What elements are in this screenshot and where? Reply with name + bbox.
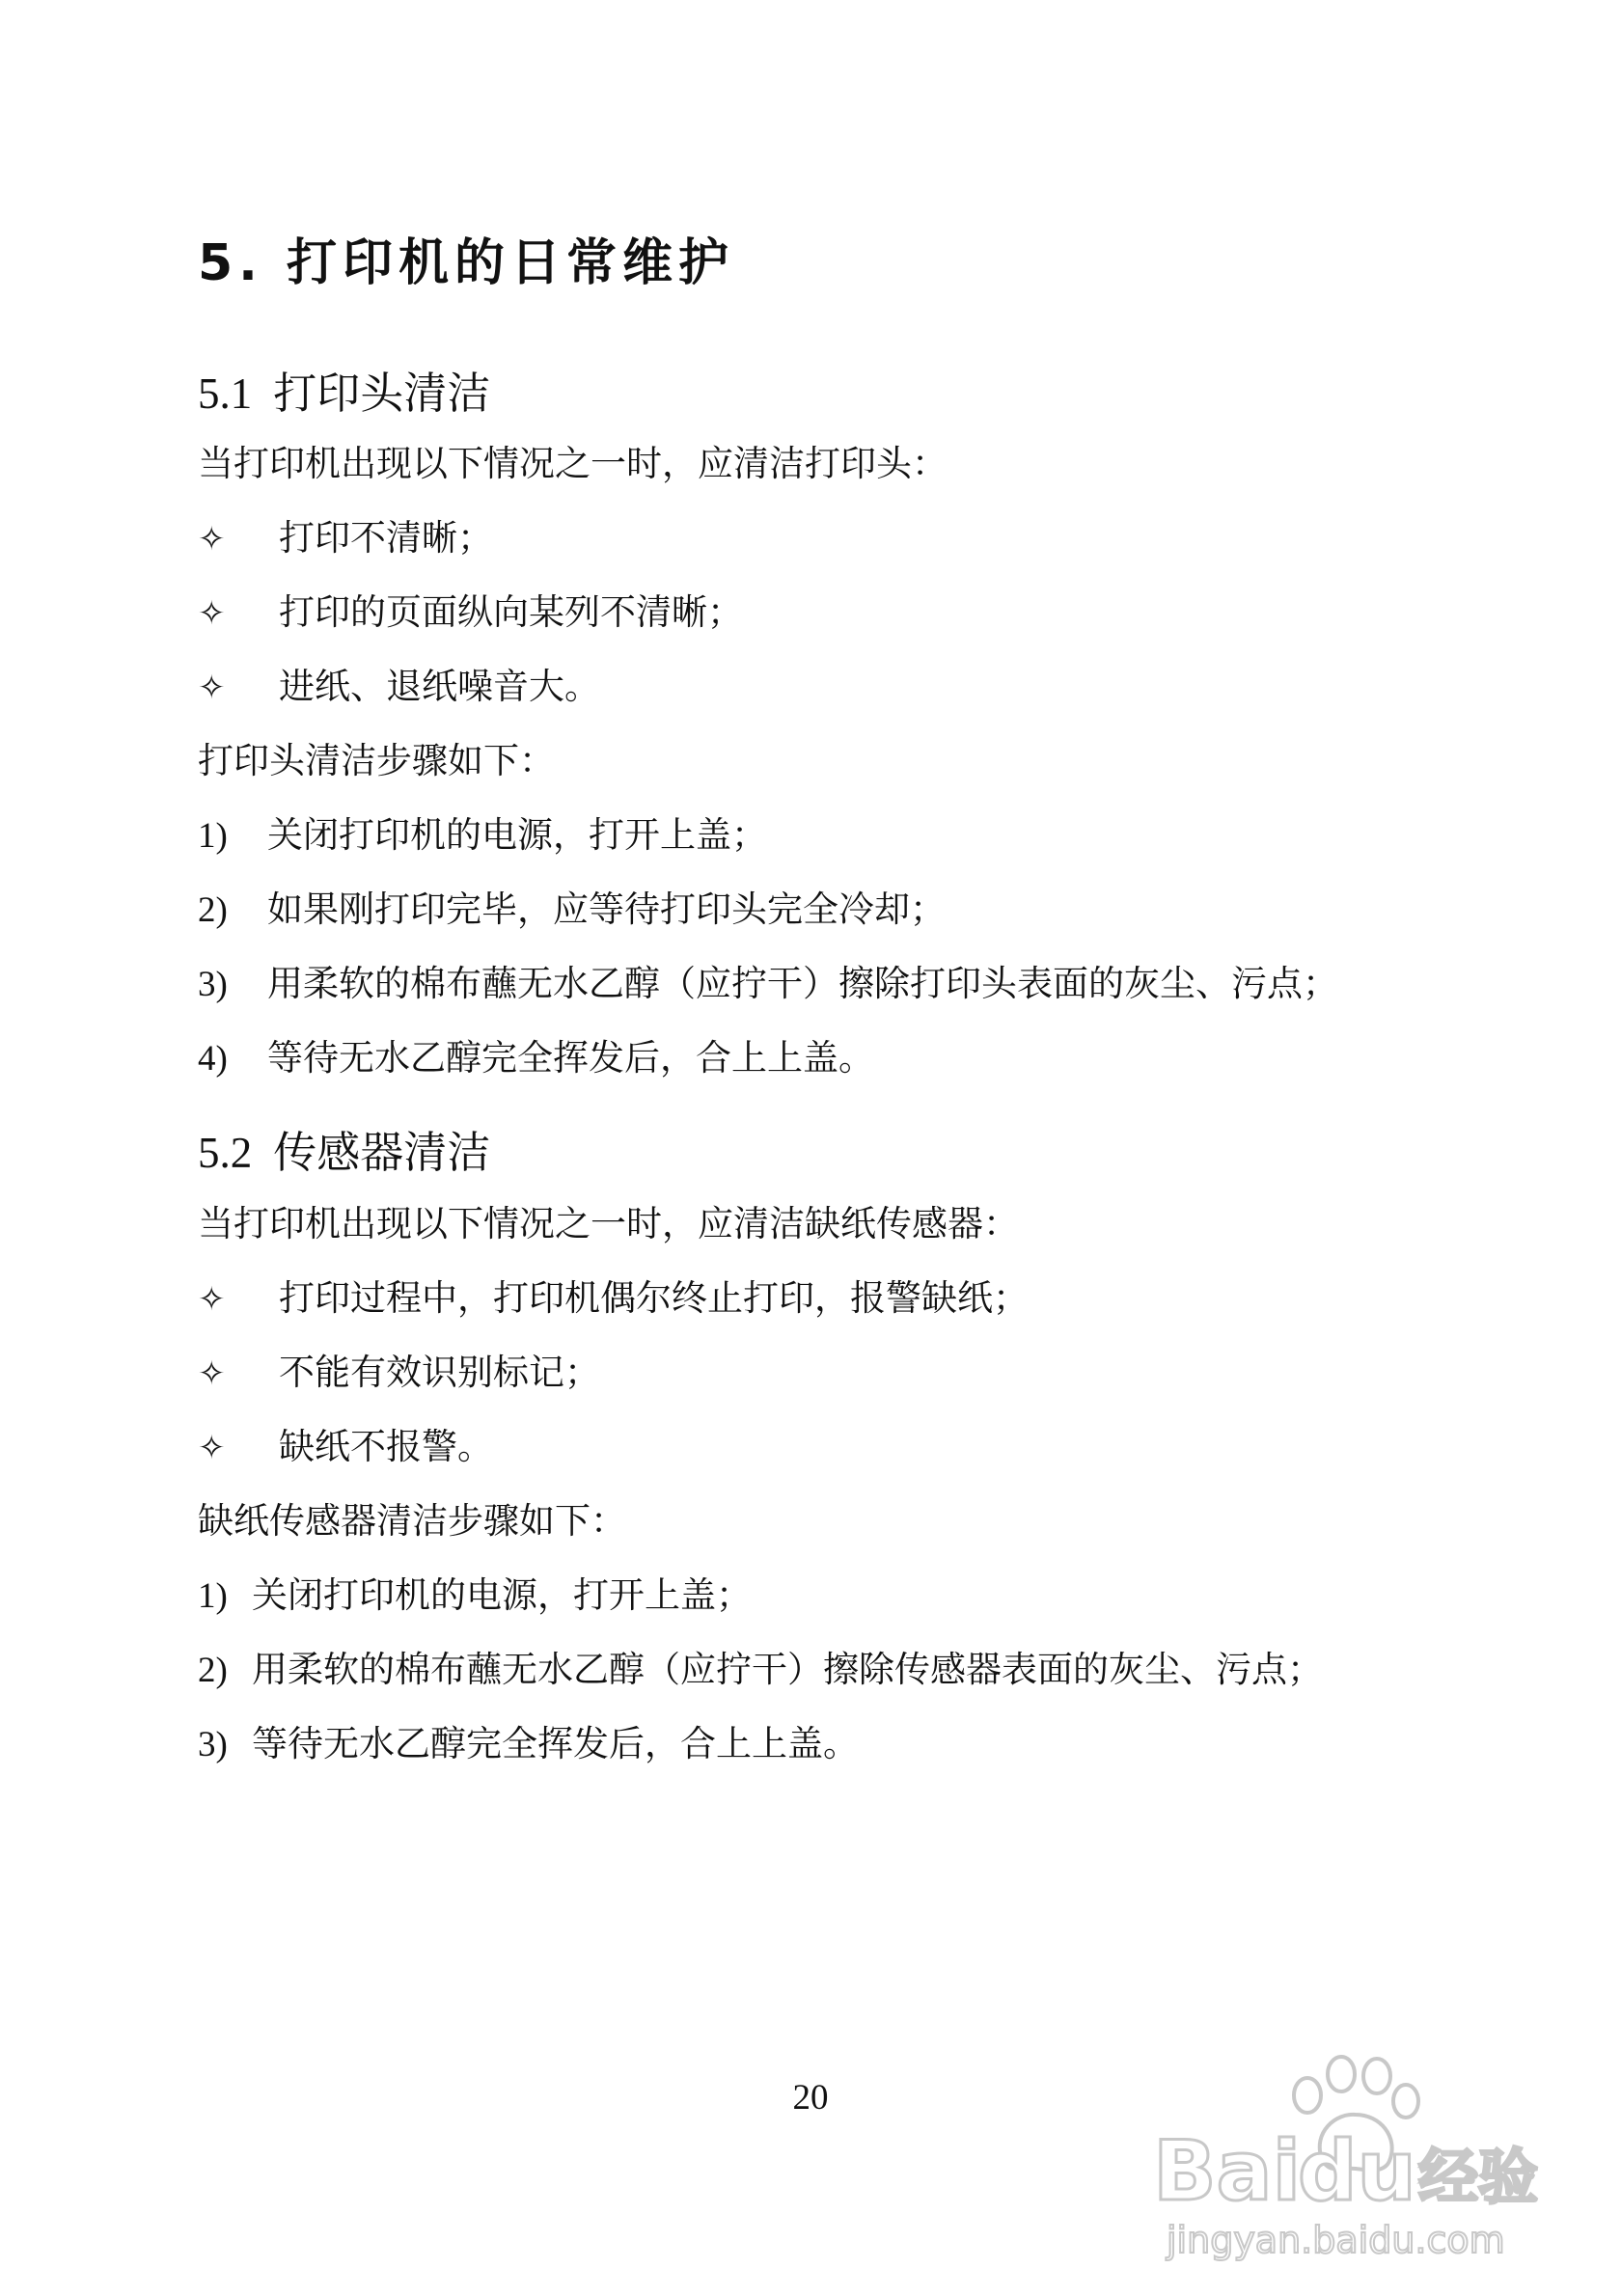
sparkle-bullet-icon: ✧ bbox=[198, 594, 226, 633]
list-item: ✧ 打印的页面纵向某列不清晰； bbox=[198, 588, 743, 638]
section-intro: 当打印机出现以下情况之一时，应清洁打印头： bbox=[198, 443, 948, 484]
list-item: ✧ 打印不清晰； bbox=[198, 514, 493, 563]
svg-text:经验: 经验 bbox=[1418, 2142, 1539, 2212]
sparkle-bullet-icon: ✧ bbox=[198, 520, 226, 559]
sparkle-bullet-icon: ✧ bbox=[198, 1280, 226, 1319]
section-number: 5.2 bbox=[198, 1129, 253, 1177]
step-number: 3) bbox=[198, 1725, 228, 1764]
step-number: 4) bbox=[198, 1039, 228, 1079]
step-item: 1) 关闭打印机的电源，打开上盖； bbox=[198, 1572, 752, 1621]
section-title-5-1 bbox=[198, 365, 490, 423]
list-item: ✧ 缺纸不报警。 bbox=[198, 1423, 493, 1472]
list-item: ✧ 打印过程中，打印机偶尔终止打印，报警缺纸； bbox=[198, 1274, 1029, 1324]
chapter-title: 5. 打印机的日常维护 bbox=[198, 234, 735, 292]
svg-text:du: du bbox=[1298, 2123, 1416, 2220]
sparkle-bullet-icon: ✧ bbox=[198, 1429, 226, 1467]
step-number: 3) bbox=[198, 965, 228, 1004]
step-number: 1) bbox=[198, 816, 228, 856]
step-number: 1) bbox=[198, 1576, 228, 1616]
step-number: 2) bbox=[198, 890, 228, 930]
list-item: ✧ 不能有效识别标记； bbox=[198, 1349, 600, 1398]
steps-intro: 缺纸传感器清洁步骤如下： bbox=[198, 1500, 626, 1542]
step-number: 2) bbox=[198, 1651, 228, 1690]
section-heading: 传感器清洁 bbox=[273, 1127, 491, 1178]
baidu-jingyan-watermark bbox=[1153, 2045, 1558, 2267]
sparkle-bullet-icon: ✧ bbox=[198, 669, 226, 707]
list-item: ✧ 进纸、退纸噪音大。 bbox=[198, 663, 600, 712]
section-heading: 打印头清洁 bbox=[273, 368, 491, 419]
watermark-url-text: jingyan.baidu.com bbox=[1167, 2219, 1505, 2261]
step-item: 2) 如果刚打印完毕，应等待打印头完全冷却； bbox=[198, 886, 946, 935]
sparkle-bullet-icon: ✧ bbox=[198, 1354, 226, 1393]
section-intro: 当打印机出现以下情况之一时，应清洁缺纸传感器： bbox=[198, 1203, 1019, 1244]
step-item: 4) 等待无水乙醇完全挥发后，合上上盖。 bbox=[198, 1034, 874, 1083]
step-item: 3) 用柔软的棉布蘸无水乙醇（应拧干）擦除打印头表面的灰尘、污点； bbox=[198, 960, 1338, 1009]
step-item: 1) 关闭打印机的电源，打开上盖； bbox=[198, 811, 767, 861]
section-number: 5.1 bbox=[198, 369, 253, 418]
step-item: 2) 用柔软的棉布蘸无水乙醇（应拧干）擦除传感器表面的灰尘、污点； bbox=[198, 1646, 1323, 1695]
step-item: 3) 等待无水乙醇完全挥发后，合上上盖。 bbox=[198, 1720, 859, 1769]
section-title-5-2 bbox=[198, 1124, 490, 1182]
page-number: 20 bbox=[792, 2078, 829, 2118]
watermark-brand-text: Bai bbox=[1153, 2123, 1302, 2220]
steps-intro: 打印头清洁步骤如下： bbox=[198, 740, 555, 781]
